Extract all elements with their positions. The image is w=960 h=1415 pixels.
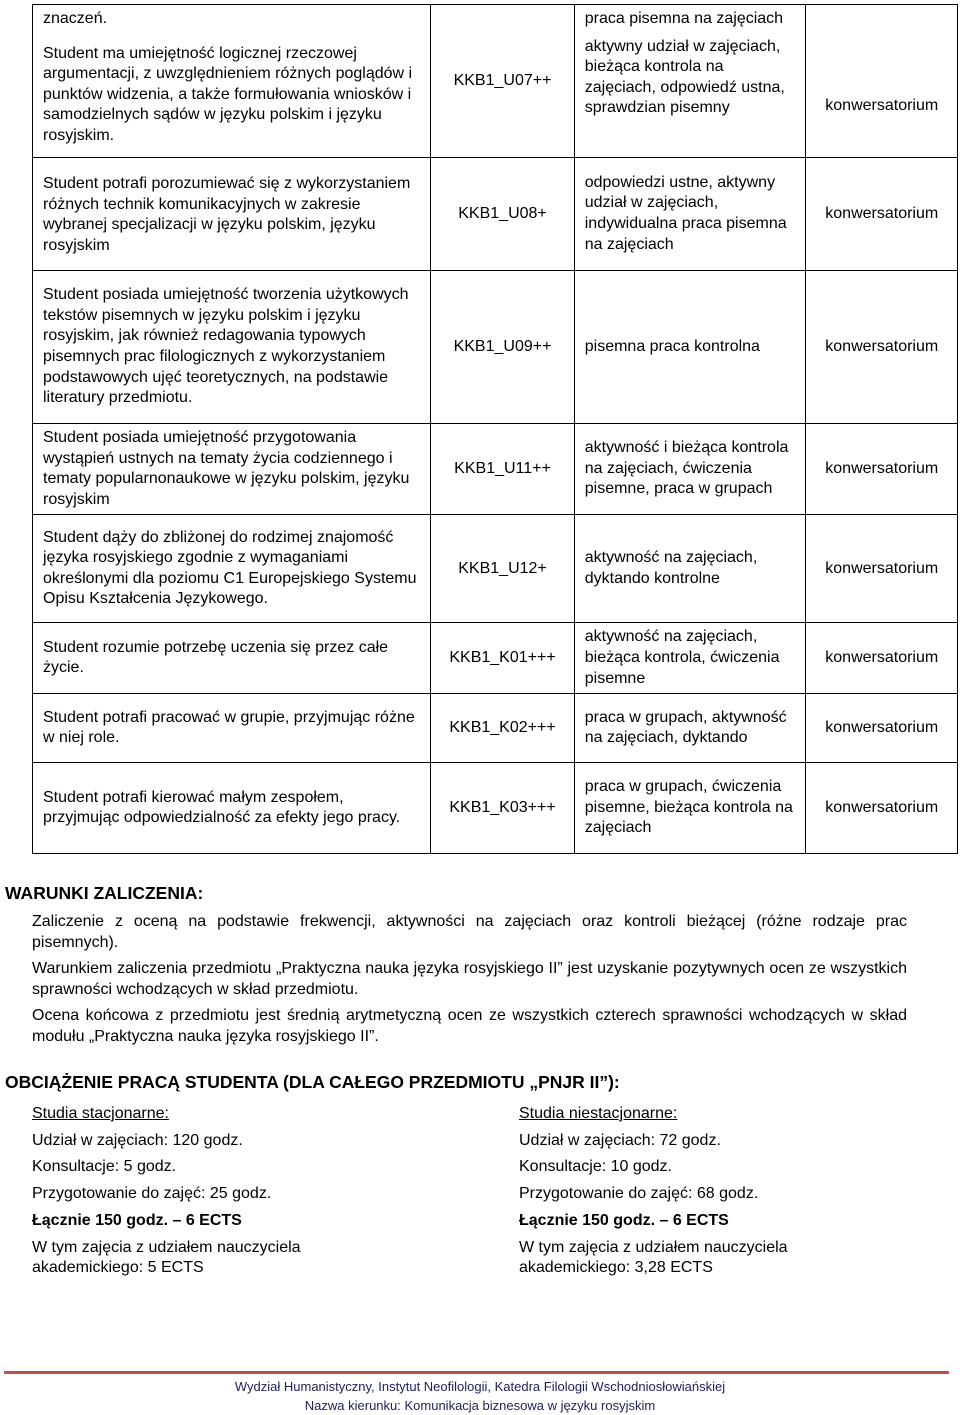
class-form: konwersatorium <box>806 424 958 515</box>
outcome-description <box>33 763 431 854</box>
verification-method-text: aktywny udział w zajęciach, bieżąca kontrola na zajęciach, odpowiedź ustna, sprawdzian pisemny <box>584 37 785 117</box>
outcome-code: KKB1_U12+ <box>431 515 574 623</box>
outcome-text: Student dąży do zbliżonej do rodzimej znajomość języka rosyjskiego zgodnie z wymaganiami określonymi dla poziomu C1 Europejskiego Systemu Opisu Kształcenia Językowego. <box>43 528 417 608</box>
outcome-description <box>33 623 431 694</box>
outcome-description <box>33 5 431 158</box>
workload-preparation: Przygotowanie do zajęć: 68 godz. <box>519 1185 759 1203</box>
workload-consultations: Konsultacje: 10 godz. <box>519 1158 672 1176</box>
table-row <box>33 271 958 424</box>
workload-with-teacher: W tym zajęcia z udziałem nauczyciela akademickiego: 3,28 ECTS <box>519 1238 788 1277</box>
workload-with-teacher: W tym zajęcia z udziałem nauczyciela akademickiego: 5 ECTS <box>32 1238 301 1277</box>
outcome-text: Student posiada umiejętność przygotowania wystąpień ustnych na tematy życia codziennego i tematy popularnonaukowe w języku polskim, języku rosyjskim <box>43 429 410 508</box>
outcome-text: znaczeń. <box>43 10 108 27</box>
table-row <box>33 623 958 694</box>
workload-title: OBCIĄŻENIE PRACĄ STUDENTA (DLA CAŁEGO PRZEDMIOTU „PNJR II”): <box>5 1072 620 1092</box>
footer-field-of-study: Nazwa kierunku: Komunikacja biznesowa w języku rosyjskim <box>304 1398 656 1413</box>
verification-method: pisemna praca kontrolna <box>574 271 806 424</box>
outcome-description <box>33 515 431 623</box>
workload-heading: Studia niestacjonarne: <box>519 1105 678 1122</box>
verification-method: aktywność na zajęciach, dyktando kontrolne <box>574 515 806 623</box>
outcome-text: Student potrafi porozumiewać się z wykorzystaniem różnych technik komunikacyjnych w zakresie wybranej specjalizacji w języku polskim, języku rosyjskim <box>43 175 411 254</box>
outcome-code: KKB1_U07++ <box>431 5 574 158</box>
verification-method: aktywność i bieżąca kontrola na zajęciach, ćwiczenia pisemne, praca w grupach <box>574 424 806 515</box>
outcome-description <box>33 158 431 271</box>
verification-method <box>574 5 806 158</box>
class-form: konwersatorium <box>806 694 958 763</box>
verification-method: praca w grupach, ćwiczenia pisemne, bieżąca kontrola na zajęciach <box>574 763 806 854</box>
outcome-description <box>33 694 431 763</box>
table-row <box>33 424 958 515</box>
outcome-text: Student ma umiejętność logicznej rzeczowej argumentacji, z uwzględnieniem różnych poglądów i punktów widzenia, a także formułowania wniosków i samodzielnych sądów w języku polskim i języku rosyjskim. <box>43 44 413 144</box>
workload-participation: Udział w zajęciach: 72 godz. <box>519 1131 721 1149</box>
outcome-description <box>33 424 431 515</box>
class-form: konwersatorium <box>806 515 958 623</box>
workload-total: Łącznie 150 godz. – 6 ECTS <box>32 1211 242 1229</box>
footer-faculty: Wydział Humanistyczny, Instytut Neofilologii, Katedra Filologii Wschodniosłowiańskiej <box>234 1379 726 1394</box>
outcome-code: KKB1_K02+++ <box>431 694 574 763</box>
conditions-title: WARUNKI ZALICZENIA: <box>5 883 204 903</box>
outcome-code: KKB1_U09++ <box>431 271 574 424</box>
outcome-description <box>33 271 431 424</box>
conditions-paragraph: Ocena końcowa z przedmiotu jest średnią arytmetyczną ocen ze wszystkich czterech sprawności wchodzących w skład modułu „Praktyczna nauka języka rosyjskiego II”. <box>32 1007 907 1045</box>
class-form: konwersatorium <box>806 763 958 854</box>
learning-outcomes-table <box>32 4 958 854</box>
class-form: konwersatorium <box>806 623 958 694</box>
workload-preparation: Przygotowanie do zajęć: 25 godz. <box>32 1185 272 1203</box>
outcome-code: KKB1_U08+ <box>431 158 574 271</box>
workload-consultations: Konsultacje: 5 godz. <box>32 1158 177 1176</box>
table-row <box>33 694 958 763</box>
class-form: konwersatorium <box>806 271 958 424</box>
workload-participation: Udział w zajęciach: 120 godz. <box>32 1131 243 1149</box>
verification-method: praca w grupach, aktywność na zajęciach, dyktando <box>574 694 806 763</box>
workload-nonstationary <box>519 1101 849 1279</box>
workload-total: Łącznie 150 godz. – 6 ECTS <box>519 1211 729 1229</box>
verification-method: aktywność na zajęciach, bieżąca kontrola, ćwiczenia pisemne <box>574 623 806 694</box>
footer-rule <box>4 1371 949 1374</box>
outcome-text: Student potrafi pracować w grupie, przyjmując różne w niej role. <box>43 708 415 747</box>
conditions-paragraph: Warunkiem zaliczenia przedmiotu „Praktyczna nauka języka rosyjskiego II” jest uzyskanie pozytywnych ocen ze wszystkich sprawności wchodzących w skład przedmiotu. <box>32 960 907 998</box>
table-row <box>33 515 958 623</box>
class-form: konwersatorium <box>806 158 958 271</box>
workload-stationary <box>32 1101 362 1279</box>
outcome-text: Student posiada umiejętność tworzenia użytkowych tekstów pisemnych w języku polskim i języku rosyjskim, jak również redagowania typowych pisemnych prac filologicznych z wykorzystaniem podstawowych ujęć teoretycznych, na podstawie literatury przedmiotu. <box>43 286 409 407</box>
outcome-code: KKB1_K01+++ <box>431 623 574 694</box>
outcome-code: KKB1_U11++ <box>431 424 574 515</box>
conditions-paragraph: Zaliczenie z oceną na podstawie frekwencji, aktywności na zajęciach oraz kontroli bieżącej (różne rodzaje prac pisemnych). <box>32 913 907 951</box>
outcome-code: KKB1_K03+++ <box>431 763 574 854</box>
table-row <box>33 158 958 271</box>
verification-method-text: praca pisemna na zajęciach <box>584 10 784 27</box>
verification-method: odpowiedzi ustne, aktywny udział w zajęciach, indywidualna praca pisemna na zajęciach <box>574 158 806 271</box>
outcome-text: Student potrafi kierować małym zespołem, przyjmując odpowiedzialność za efekty jego pracy. <box>43 788 401 827</box>
class-form: konwersatorium <box>806 5 958 158</box>
table-row <box>33 5 958 158</box>
outcome-text: Student rozumie potrzebę uczenia się przez całe życie. <box>43 638 389 677</box>
workload-heading: Studia stacjonarne: <box>32 1105 169 1122</box>
table-row <box>33 763 958 854</box>
